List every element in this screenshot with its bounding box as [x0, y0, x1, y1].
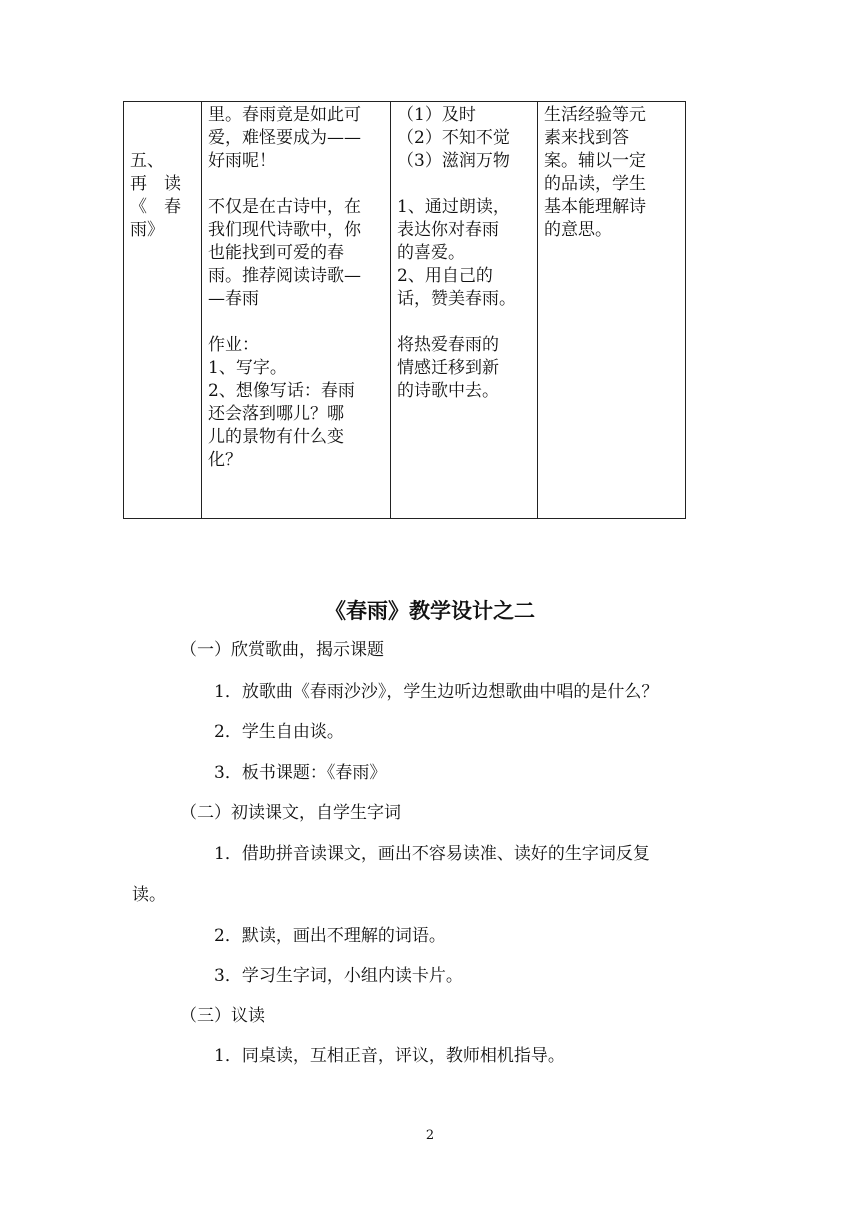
intent-line: 素来找到答 [544, 128, 629, 148]
list-item: 1．同桌读，互相正音，评议，教师相机指导。 [214, 1046, 565, 1066]
list-item: 2．学生自由谈。 [214, 722, 344, 742]
activity-line: （2）不知不觉 [397, 128, 510, 148]
stage-line: 雨》 [130, 220, 164, 240]
content-line: 里。春雨竟是如此可 [208, 105, 361, 125]
document-title: 《春雨》教学设计之二 [325, 599, 535, 623]
homework-line: 儿的景物有什么变 [208, 427, 344, 447]
activity-line: 的喜爱。 [397, 243, 465, 263]
list-item: 1．放歌曲《春雨沙沙》，学生边听边想歌曲中唱的是什么？ [214, 682, 659, 702]
activity-line: 情感迁移到新 [397, 358, 499, 378]
content-line: 雨。推荐阅读诗歌— [208, 266, 361, 286]
list-item: 3．板书课题：《春雨》 [214, 763, 387, 783]
list-item: 1．借助拼音读课文，画出不容易读准、读好的生字词反复 [214, 844, 650, 864]
table-row [124, 102, 686, 519]
stage-line: 五、 [130, 151, 164, 171]
stage-cell [124, 102, 202, 519]
content-line: 好雨呢！ [208, 151, 276, 171]
list-item: 2．默读，画出不理解的词语。 [214, 926, 446, 946]
list-item-continuation: 读。 [132, 885, 166, 905]
section-heading: （一）欣赏歌曲，揭示课题 [180, 640, 384, 660]
activity-line: 1、通过朗读， [397, 197, 510, 217]
homework-line: 作业： [208, 335, 259, 355]
homework-line: 化？ [208, 450, 242, 470]
activity-line: 将热爱春雨的 [397, 335, 499, 355]
page-number: 2 [425, 1128, 435, 1143]
activity-line: 表达你对春雨 [397, 220, 499, 240]
content-line: 爱，难怪要成为—— [208, 128, 361, 148]
content-cell [202, 102, 391, 519]
intent-line: 的品读，学生 [544, 174, 646, 194]
intent-line: 的意思。 [544, 220, 612, 240]
content-line: —春雨 [208, 289, 259, 309]
activity-cell [391, 102, 538, 519]
content-line: 不仅是在古诗中，在 [208, 197, 361, 217]
homework-line: 还会落到哪儿？哪 [208, 404, 344, 424]
list-item: 3．学习生字词，小组内读卡片。 [214, 966, 463, 986]
intent-line: 案。辅以一定 [544, 151, 646, 171]
homework-line: 2、想像写话：春雨 [208, 381, 355, 401]
content-line: 我们现代诗歌中，你 [208, 220, 361, 240]
content-line: 也能找到可爱的春 [208, 243, 344, 263]
section-heading: （二）初读课文，自学生字词 [180, 803, 401, 823]
section-heading: （三）议读 [180, 1006, 265, 1026]
activity-line: 话，赞美春雨。 [397, 289, 516, 309]
intent-line: 生活经验等元 [544, 105, 646, 125]
activity-line: 的诗歌中去。 [397, 381, 499, 401]
homework-line: 1、写字。 [208, 358, 287, 378]
lesson-plan-table [123, 101, 686, 519]
stage-line: 《 春 [130, 197, 181, 217]
stage-line: 再 读 [130, 174, 181, 194]
activity-line: 2、用自己的 [397, 266, 493, 286]
activity-line: （3）滋润万物 [397, 151, 510, 171]
intent-cell [538, 102, 686, 519]
activity-line: （1）及时 [397, 105, 476, 125]
intent-line: 基本能理解诗 [544, 197, 646, 217]
